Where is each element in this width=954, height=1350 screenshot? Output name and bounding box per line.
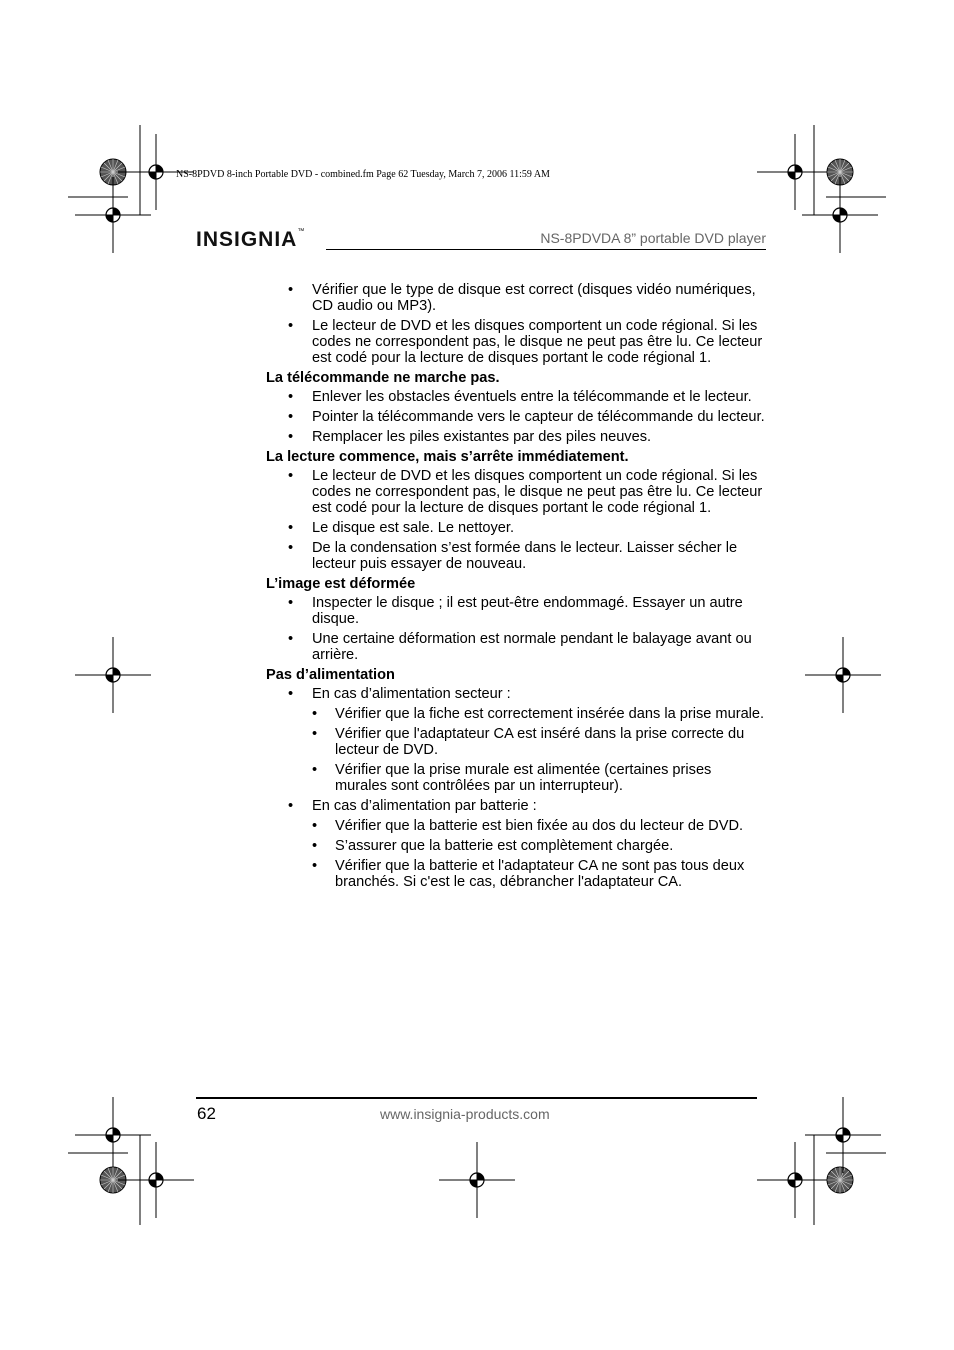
- crosshair-icon: [805, 637, 881, 713]
- mains-sublist: [312, 706, 766, 794]
- sublist-item: • S’assurer que la batterie est complètement chargée.: [312, 838, 766, 854]
- list-item: • Remplacer les piles existantes par des piles neuves.: [266, 429, 766, 445]
- crosshair-icon: [75, 1097, 151, 1173]
- sublist-item: • Vérifier que la prise murale est alimentée (certaines prises murales sont contrôlées par un interrupteur).: [312, 762, 766, 794]
- sublist-item: • Vérifier que l'adaptateur CA est inséré dans la prise correcte du lecteur de DVD.: [312, 726, 766, 758]
- page-number: 62: [197, 1104, 216, 1123]
- crosshair-icon: [439, 1142, 515, 1218]
- section-heading: Pas d’alimentation: [266, 667, 395, 683]
- sublist-item: • Vérifier que la batterie et l'adaptateur CA ne sont pas tous deux branchés. Si c'est le cas, débrancher l'adaptateur CA.: [312, 858, 766, 890]
- intro-list: [266, 282, 766, 366]
- list-item: • Le disque est sale. Le nettoyer.: [266, 520, 766, 536]
- sublist-item: • Vérifier que la batterie est bien fixée au dos du lecteur de DVD.: [312, 818, 766, 834]
- logo-text: INSIGNIA: [196, 228, 298, 251]
- list-item: • Pointer la télécommande vers le capteur de télécommande du lecteur.: [266, 409, 766, 425]
- list-item: • Inspecter le disque ; il est peut-être endommagé. Essayer un autre disque.: [266, 595, 766, 627]
- list-item: • De la condensation s’est formée dans le lecteur. Laisser sécher le lecteur puis essayer de nouveau.: [266, 540, 766, 572]
- page-header-title: NS-8PDVDA 8” portable DVD player: [540, 230, 766, 246]
- crosshair-icon: [118, 1142, 194, 1218]
- section-heading: La télécommande ne marche pas.: [266, 370, 500, 386]
- power-list: [266, 686, 766, 890]
- color-wheel-icon: [827, 1167, 853, 1193]
- crosshair-icon: [757, 134, 833, 210]
- crosshair-icon: [75, 177, 151, 253]
- list-item: • Le lecteur de DVD et les disques comportent un code régional. Si les codes ne correspondent pas, le disque ne peut pas être lu. Ce lecteur est codé pour la lecture de disques portant le code régional 1.: [266, 318, 766, 366]
- insignia-logo: [196, 228, 305, 252]
- list-item: • Vérifier que le type de disque est correct (disques vidéo numériques, CD audio ou MP3).: [266, 282, 766, 314]
- list-item: • Une certaine déformation est normale pendant le balayage avant ou arrière.: [266, 631, 766, 663]
- section-list: [266, 468, 766, 572]
- section-heading: L’image est déformée: [266, 576, 416, 592]
- footer-divider: [196, 1097, 757, 1099]
- header-divider: [326, 249, 766, 250]
- battery-label: En cas d’alimentation par batterie :: [312, 798, 537, 814]
- list-item: [266, 798, 766, 890]
- trademark-mark: ™: [297, 228, 306, 235]
- battery-sublist: [312, 818, 766, 890]
- list-item: • Enlever les obstacles éventuels entre la télécommande et le lecteur.: [266, 389, 766, 405]
- crosshair-icon: [75, 637, 151, 713]
- section-list: [266, 595, 766, 663]
- page-content: [266, 282, 766, 894]
- section-list: [266, 389, 766, 445]
- crosshair-icon: [805, 1097, 881, 1173]
- crosshair-icon: [757, 1142, 833, 1218]
- sublist-item: • Vérifier que la fiche est correctement insérée dans la prise murale.: [312, 706, 766, 722]
- mains-label: En cas d’alimentation secteur :: [312, 686, 511, 702]
- footer-url: www.insignia-products.com: [380, 1106, 550, 1122]
- list-item: • Le lecteur de DVD et les disques comportent un code régional. Si les codes ne correspondent pas, le disque ne peut pas être lu. Ce lecteur est codé pour la lecture de disques portant le code régional 1.: [266, 468, 766, 516]
- list-item: [266, 686, 766, 794]
- crosshair-icon: [802, 177, 878, 253]
- section-heading: La lecture commence, mais s’arrête immédiatement.: [266, 449, 629, 465]
- slug-line: NS-8PDVD 8-inch Portable DVD - combined.fm Page 62 Tuesday, March 7, 2006 11:59 AM: [176, 169, 550, 180]
